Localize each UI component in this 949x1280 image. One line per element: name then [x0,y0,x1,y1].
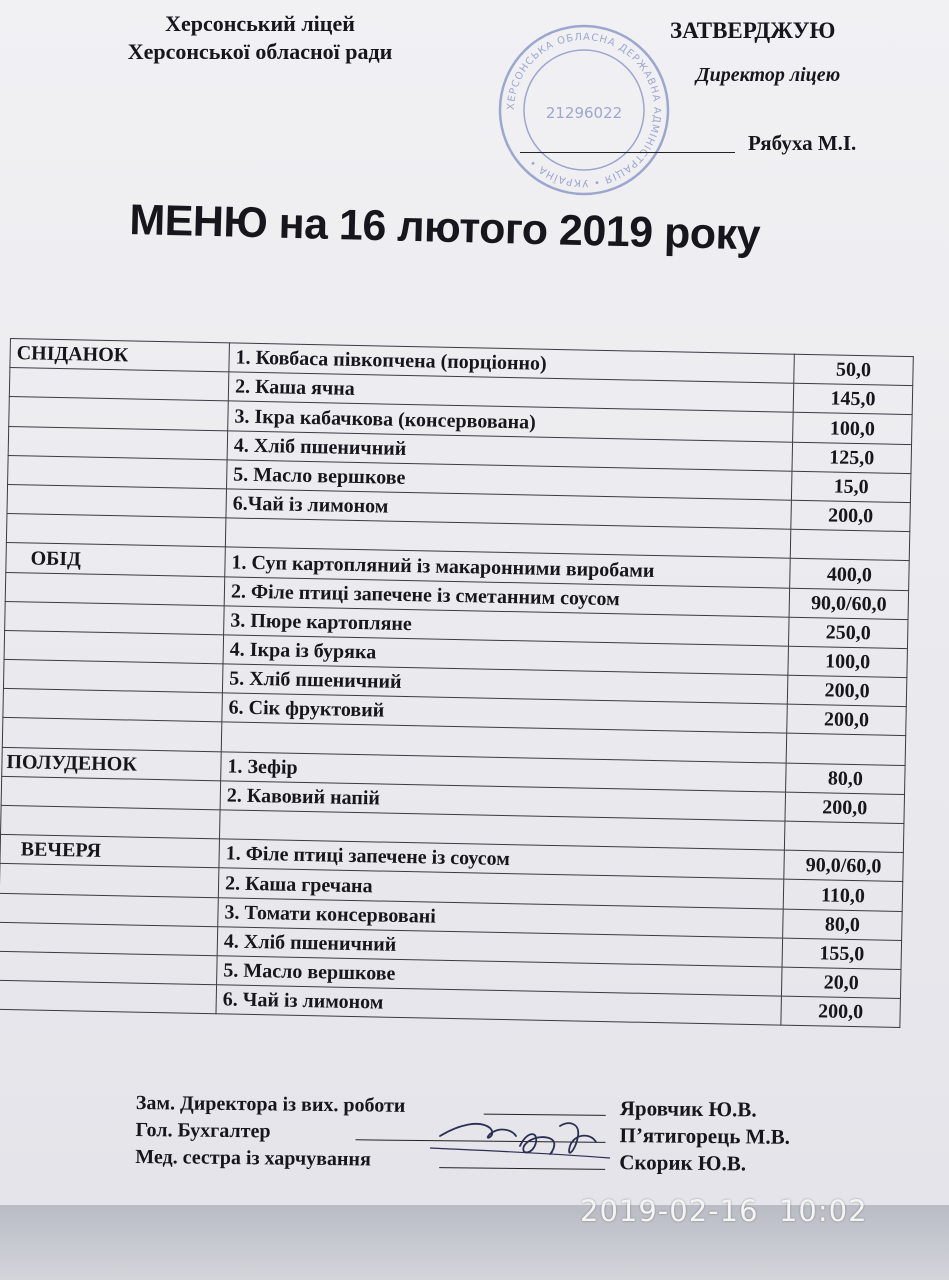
section-cell [0,893,218,927]
section-label-dinner: ВЕЧЕРЯ [0,835,219,869]
dish-cell: 3. Ікра кабачкова (консервована) [228,401,793,442]
dish-cell: 2. Каша ячна [228,372,793,413]
qty-cell: 200,0 [781,996,901,1028]
signature-name: Скорик Ю.В. [619,1150,747,1176]
section-cell [1,805,221,839]
section-cell [1,776,221,810]
qty-cell: 100,0 [793,413,913,445]
section-cell [8,426,228,460]
section-cell [8,455,228,489]
dish-cell: 1. Ковбаса півкопчена (порціонно) [229,343,794,384]
qty-cell: 200,0 [787,675,907,707]
approver-signature-row [520,128,900,158]
dish-cell: 6. Сік фруктовий [222,693,787,734]
section-cell [0,864,219,898]
qty-cell: 250,0 [788,617,908,649]
qty-cell: 200,0 [787,704,907,736]
section-cell [3,660,223,694]
qty-cell [790,529,910,561]
approver-name: Рябуха М.І. [748,131,857,155]
dish-cell: 5. Масло вершкове [217,956,782,997]
photo-timestamp: 2019-02-16 10:02 [580,1194,868,1228]
dish-cell: 6. Чай із лимоном [216,985,781,1026]
section-cell [0,951,217,985]
dish-cell: 2. Кавовий напій [220,781,785,822]
qty-cell: 400,0 [790,559,910,591]
qty-cell: 90,0/60,0 [789,588,909,620]
dish-cell: 3. Пюре картопляне [224,606,789,647]
qty-cell: 110,0 [783,880,903,912]
dish-cell: 5. Масло вершкове [227,460,792,501]
signature-line [520,152,735,153]
qty-cell: 80,0 [786,763,906,795]
stamp-ring-text: ХЕРСОНСЬКА ОБЛАСНА ДЕРЖАВНА АДМІНІСТРАЦІЯ • УКРАЇНА • [505,31,663,189]
dish-cell: 5. Хліб пшеничний [222,664,787,705]
qty-cell: 200,0 [791,500,911,532]
qty-cell [786,734,906,766]
dish-cell: 2. Каша гречана [218,868,783,909]
approver-role: Директор ліцею [696,64,841,86]
dish-cell: 6.Чай із лимоном [226,489,791,530]
section-cell [2,718,222,752]
section-cell [5,601,225,635]
section-cell [0,981,217,1015]
signature-name: П’ятигорець М.В. [619,1123,791,1149]
qty-cell: 155,0 [782,938,902,970]
qty-cell: 15,0 [791,471,911,503]
section-cell [3,689,223,723]
signature-role: Мед. сестра із харчування [135,1145,371,1171]
approve-heading: ЗАТВЕРДЖУЮ [670,18,836,43]
section-cell [6,514,226,548]
handwritten-signature [420,1106,620,1176]
org-line-1: Херсонський ліцей [165,11,355,36]
org-line-2: Херсонської обласної ради [127,39,393,64]
stamp-code: 21296022 [545,104,623,122]
section-cell [0,922,218,956]
organization-header [60,10,460,66]
menu-table [0,338,914,1028]
qty-cell: 100,0 [788,646,908,678]
dish-cell: 3. Томати консервовані [218,897,783,938]
dish-cell: 4. Хліб пшеничний [227,430,792,471]
qty-cell [784,821,904,853]
qty-cell: 80,0 [783,909,903,941]
dish-cell: 1. Суп картопляний із макаронними виробами [225,547,790,588]
qty-cell: 145,0 [793,383,913,415]
section-label-breakfast: СНІДАНОК [10,339,230,373]
dish-cell: 4. Хліб пшеничний [217,927,782,968]
dish-cell: 1. Зефір [221,751,786,792]
qty-cell: 50,0 [794,354,914,386]
qty-cell: 200,0 [785,792,905,824]
official-stamp [496,22,672,198]
section-label-lunch: ОБІД [6,543,226,577]
section-cell [9,368,229,402]
page-title: МЕНЮ на 16 лютого 2019 року [128,196,761,260]
section-cell [9,397,229,431]
signature-name: Яровчик Ю.В. [619,1096,757,1122]
section-label-snack: ПОЛУДЕНОК [2,747,222,781]
section-cell [7,484,227,518]
dish-cell: 4. Ікра із буряка [223,635,788,676]
qty-cell: 20,0 [781,967,901,999]
section-cell [4,630,224,664]
section-cell [5,572,225,606]
dish-cell: 1. Філе птиці запечене із соусом [219,839,784,880]
signature-role: Зам. Директора із вих. роботи [135,1091,406,1117]
qty-cell: 90,0/60,0 [784,850,904,882]
dish-cell: 2. Філе птиці запечене із сметанним соусом [224,576,789,617]
qty-cell: 125,0 [792,442,912,474]
signature-role: Гол. Бухгалтер [135,1118,271,1143]
